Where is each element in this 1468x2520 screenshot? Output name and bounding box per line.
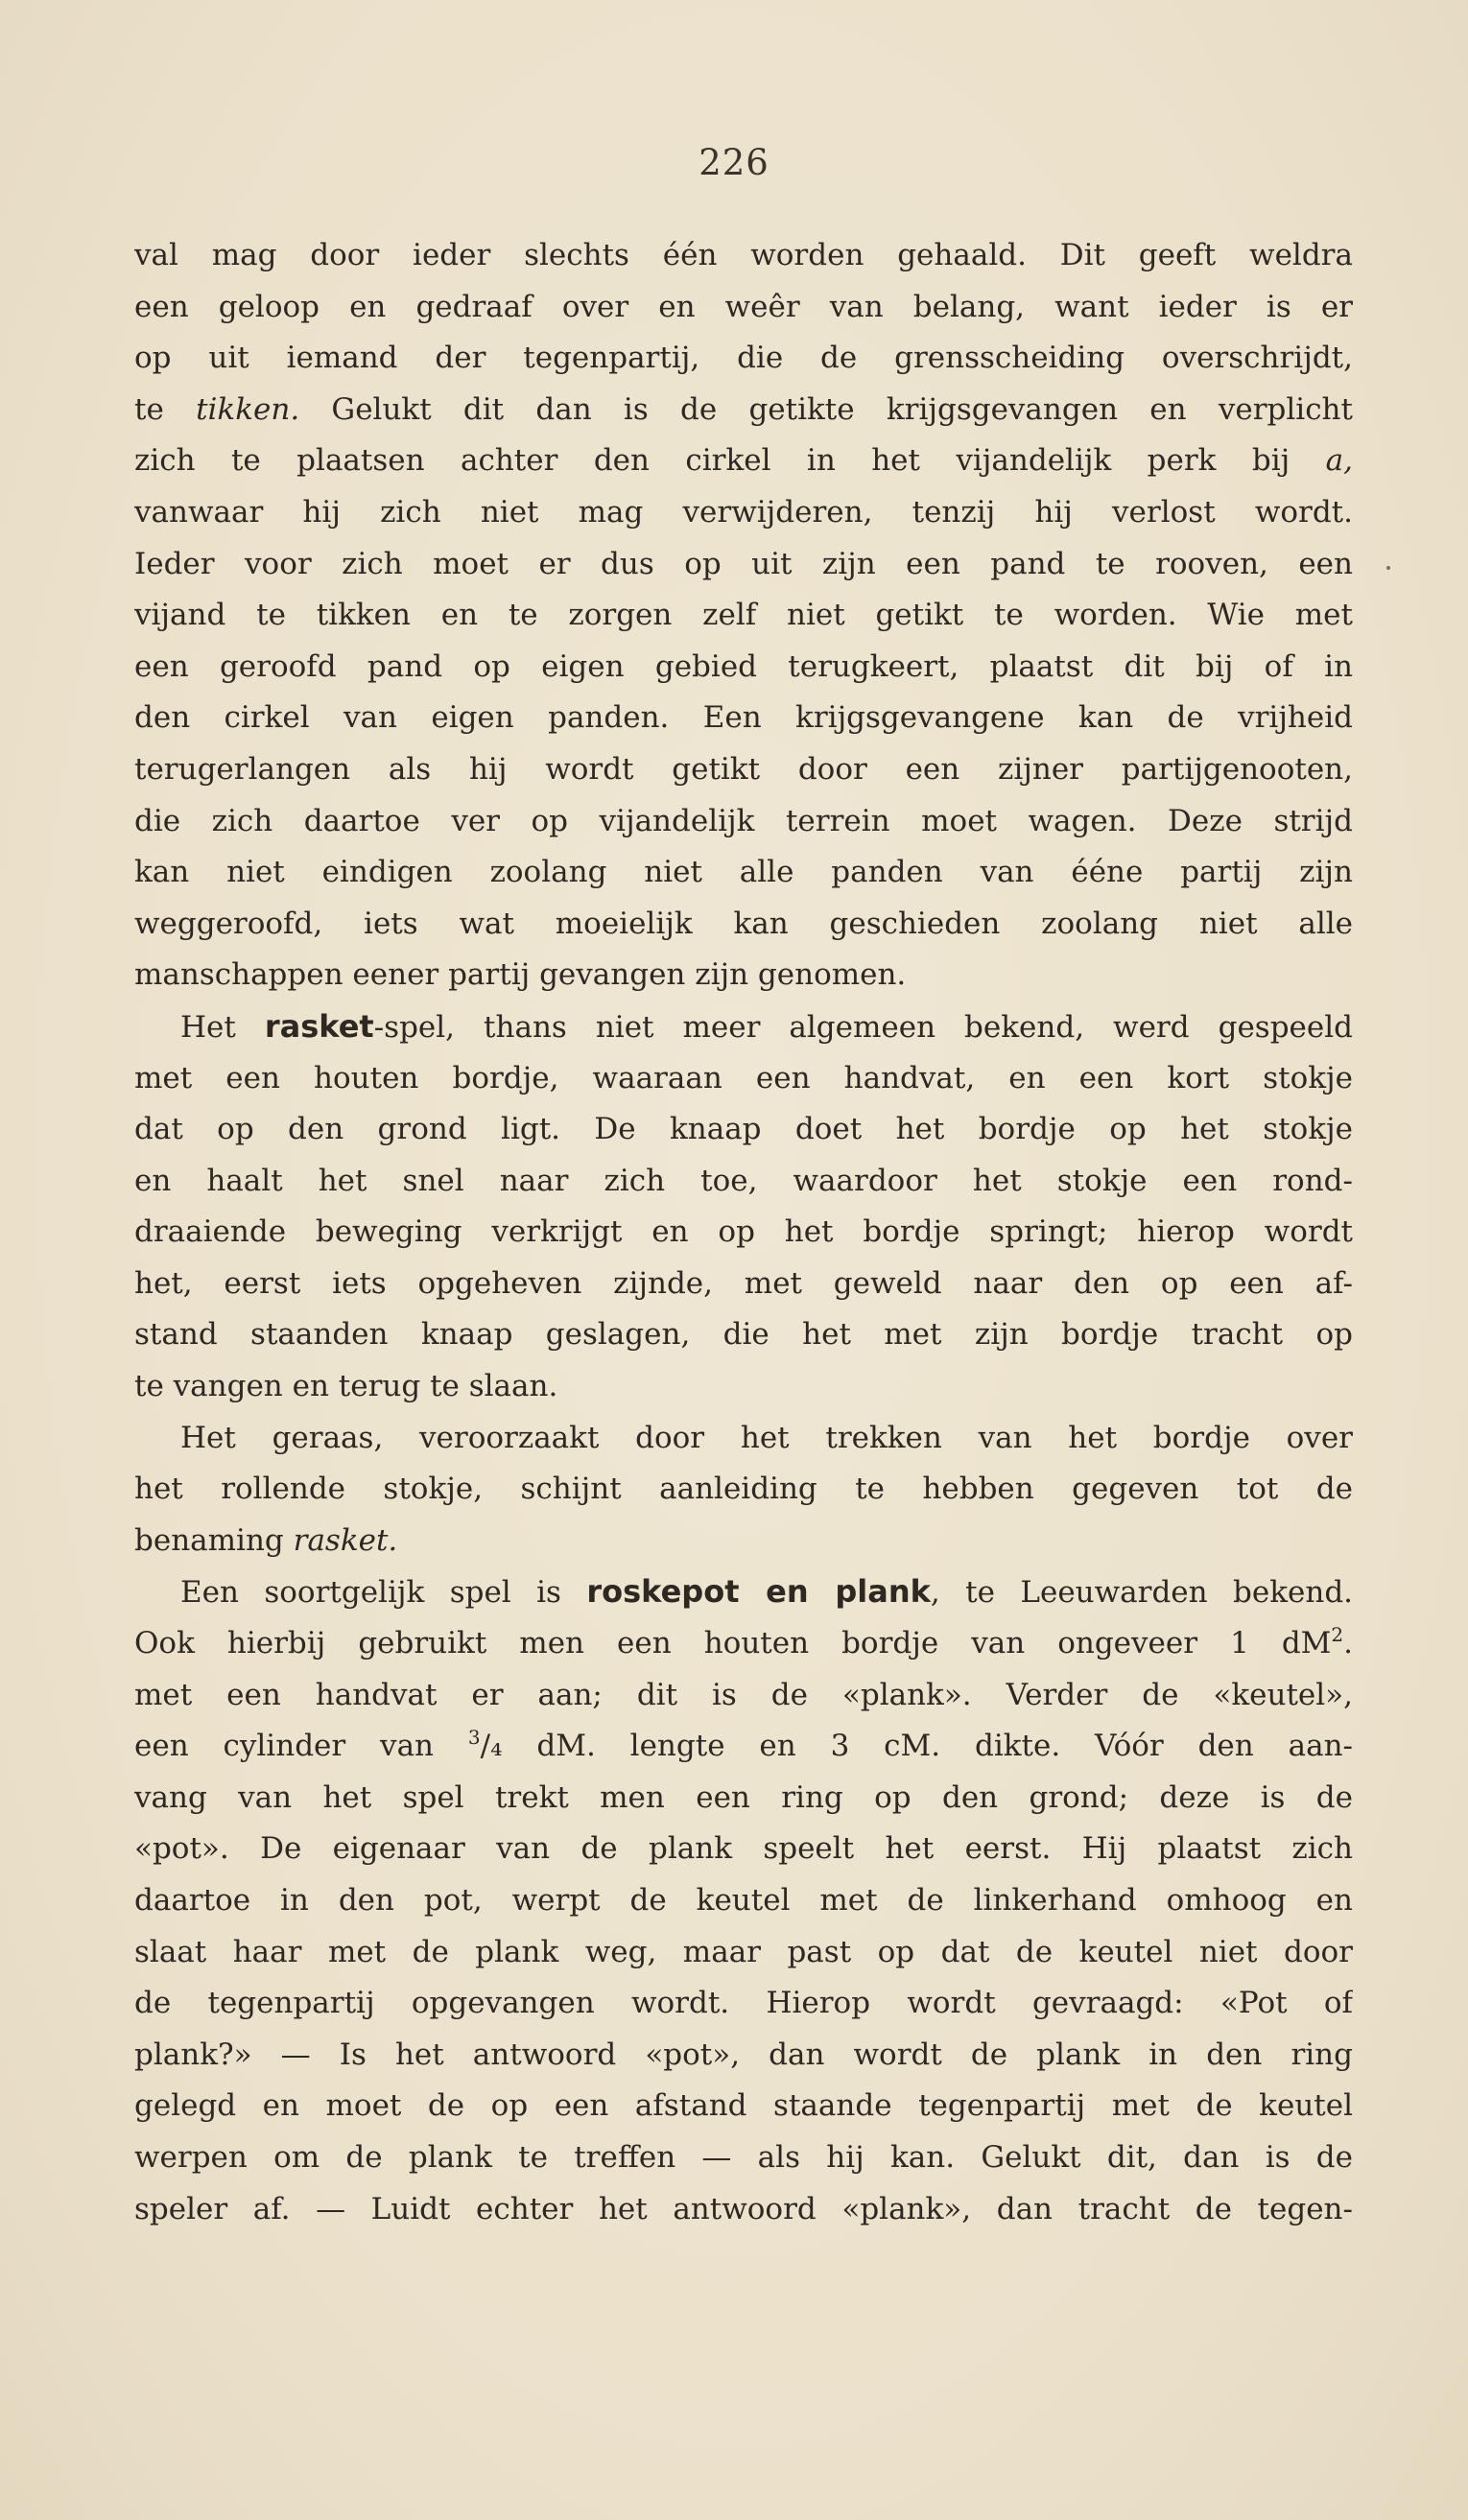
text-line: een geroofd pand op eigen gebied terugkeert, plaatst dit bij of in: [134, 648, 1353, 684]
text-line: het, eerst iets opgeheven zijnde, met geweld naar den op een af-: [134, 1265, 1353, 1301]
text-line: Het geraas, veroorzaakt door het trekken van het bordje over: [180, 1420, 1353, 1455]
text-line: slaat haar met de plank weg, maar past op dat de keutel niet door: [134, 1934, 1353, 1969]
text-line: die zich daartoe ver op vijandelijk terrein moet wagen. Deze strijd: [134, 803, 1353, 838]
bold-term: rasket: [264, 1007, 374, 1045]
text-line: zich te plaatsen achter den cirkel in het vijandelijk perk bij a,: [134, 443, 1353, 479]
page-number: 226: [698, 142, 770, 183]
text-line: draaiende beweging verkrijgt en op het bordje springt; hierop wordt: [134, 1214, 1353, 1250]
text-line: «pot». De eigenaar van de plank speelt het eerst. Hij plaatst zich: [134, 1831, 1353, 1867]
text-line: daartoe in den pot, werpt de keutel met de linkerhand omhoog en: [134, 1883, 1353, 1918]
text-line: het rollende stokje, schijnt aanleiding te hebben gegeven tot de: [134, 1472, 1353, 1507]
text-line: Ieder voor zich moet er dus op uit zijn een pand te rooven, een: [134, 546, 1353, 581]
text-line: dat op den grond ligt. De knaap doet het bordje op het stokje: [134, 1112, 1353, 1147]
text-line: vanwaar hij zich niet mag verwijderen, tenzij hij verlost wordt.: [134, 494, 1353, 530]
text-line: Ook hierbij gebruikt men een houten bordje van ongeveer 1 $dM^2$.: [134, 1623, 1353, 1661]
text-line: benaming rasket.: [134, 1522, 398, 1558]
text-line: te vangen en terug te slaan.: [134, 1369, 558, 1404]
text-line: een geloop en gedraaf over en weêr van belang, want ieder is er: [134, 289, 1353, 324]
text-line: vang van het spel trekt men een ring op den grond; deze is de: [134, 1779, 1353, 1815]
italic-term: rasket.: [293, 1522, 398, 1558]
text-line: speler af. — Luidt echter het antwoord «plank», dan tracht de tegen-: [134, 2191, 1353, 2226]
text-line: op uit iemand der tegenpartij, die de grensscheiding overschrijdt,: [134, 341, 1353, 376]
text-line: stand staanden knaap geslagen, die het met zijn bordje tracht op: [134, 1317, 1353, 1353]
body-text: [134, 230, 1353, 2235]
text-line: werpen om de plank te treffen — als hij kan. Gelukt dit, dan is de: [134, 2139, 1353, 2175]
text-line: manschappen eener partij gevangen zijn genomen.: [134, 957, 907, 993]
paper-speck: [1386, 566, 1390, 570]
italic-term: tikken.: [196, 391, 300, 427]
text-line: Het rasket-spel, thans niet meer algemeen bekend, werd gespeeld: [180, 1007, 1353, 1045]
text-line: Een soortgelijk spel is roskepot en plank, te Leeuwarden bekend.: [180, 1573, 1353, 1611]
text-line: te tikken. Gelukt dit dan is de getikte krijgsgevangen en verplicht: [134, 391, 1353, 427]
text-line: terugerlangen als hij wordt getikt door een zijner partijgenooten,: [134, 751, 1353, 787]
text-line: plank?» — Is het antwoord «pot», dan wordt de plank in den ring: [134, 2037, 1353, 2072]
bold-term: roskepot en plank: [586, 1573, 931, 1611]
text-line: den cirkel van eigen panden. Een krijgsgevangene kan de vrijheid: [134, 700, 1353, 736]
superscript: 2: [1331, 1623, 1344, 1647]
text-line: gelegd en moet de op een afstand staande tegenpartij met de keutel: [134, 2088, 1353, 2124]
text-line: een cylinder van $^3$/₄ dM. lengte en 3 cM. dikte. Vóór den aan-: [134, 1726, 1353, 1764]
text-line: de tegenpartij opgevangen wordt. Hierop wordt gevraagd: «Pot of: [134, 1986, 1353, 2021]
text-line: en haalt het snel naar zich toe, waardoor het stokje een rond-: [134, 1163, 1353, 1198]
text-line: weggeroofd, iets wat moeielijk kan geschieden zoolang niet alle: [134, 906, 1353, 941]
text-line: met een houten bordje, waaraan een handvat, en een kort stokje: [134, 1060, 1353, 1095]
superscript: 3: [467, 1726, 481, 1750]
text-line: kan niet eindigen zoolang niet alle panden van ééne partij zijn: [134, 855, 1353, 890]
text-line: val mag door ieder slechts één worden gehaald. Dit geeft weldra: [134, 238, 1353, 272]
text-line: met een handvat er aan; dit is de «plank». Verder de «keutel»,: [134, 1677, 1353, 1712]
italic-term: a,: [1325, 443, 1353, 479]
text-line: vijand te tikken en te zorgen zelf niet getikt te worden. Wie met: [134, 598, 1353, 633]
